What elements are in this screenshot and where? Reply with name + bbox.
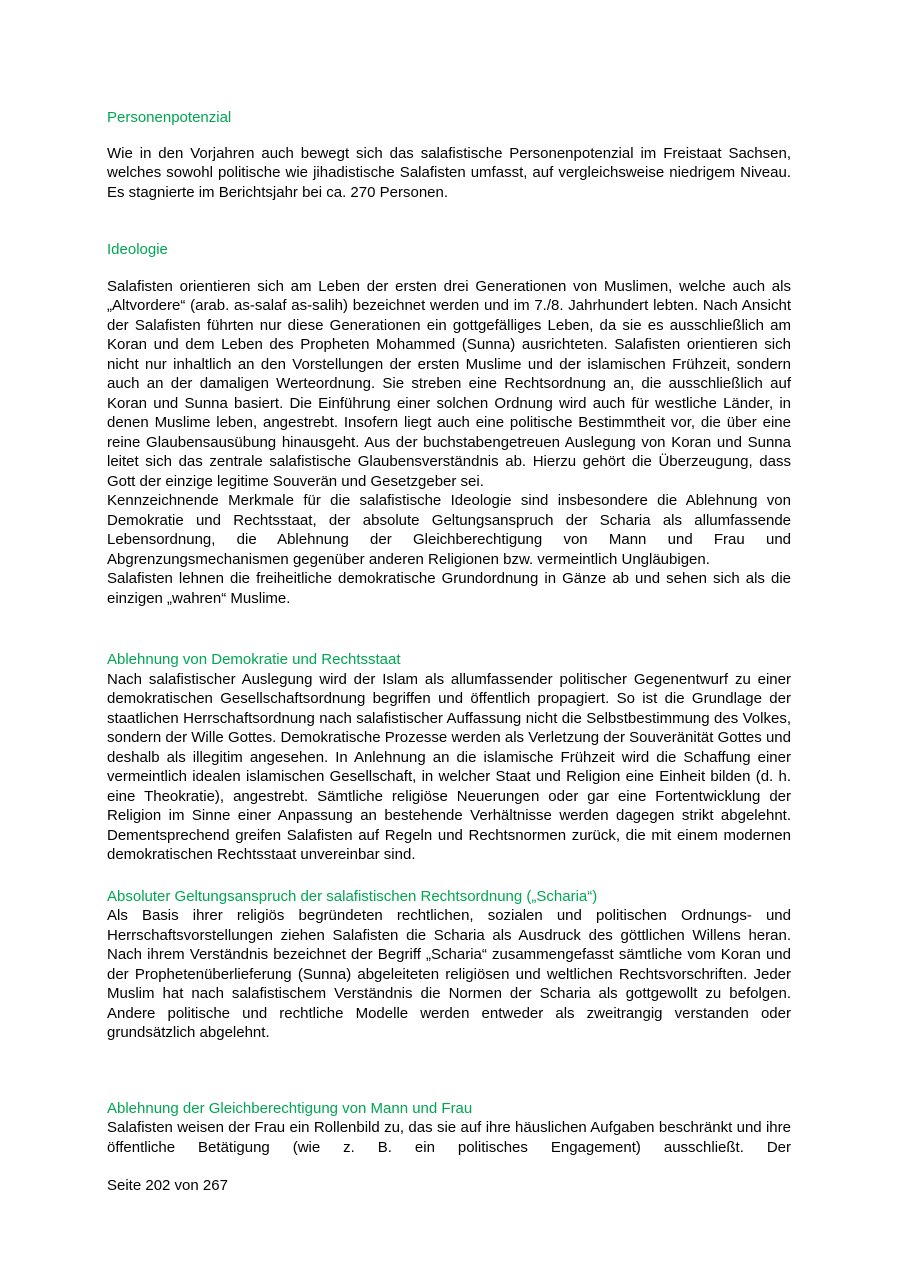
- section-heading-gleichberechtigung: Ablehnung der Gleichberechtigung von Mann und Frau: [107, 1099, 473, 1117]
- section-heading-ablehnung-demokratie: Ablehnung von Demokratie und Rechtsstaat: [107, 651, 401, 668]
- paragraph: Wie in den Vorjahren auch bewegt sich das salafistische Personenpotenzial im Freistaat Sachsen, welches sowohl politische wie jihadistische Salafisten umfasst, auf vergleichsweise niedrigem Niveau. Es stagnierte im Berichtsjahr bei ca. 270 Personen.: [107, 144, 791, 201]
- section-gleichberechtigung: [107, 1099, 791, 1158]
- paragraph: Nach salafistischer Auslegung wird der Islam als allumfassender politischer Gegenentwurf zu einer demokratischen Gesellschaftsordnung begriffen und öffentlich propagiert. So ist die Grundlage der staatlichen Herrschaftsordnung nach salafistischer Auffassung nicht die Selbstbestimmung des Volkes, sondern der Wille Gottes. Demokratische Prozesse werden als Verletzung der Souveränität Gottes und deshalb als illegitim angesehen. In Anlehnung an die islamische Frühzeit wird die Schaffung einer vermeintlich idealen islamischen Gesellschaft, in welcher Staat und Religion eine Einheit bilden (d. h. eine Theokratie), angestrebt. Sämtliche religiöse Neuerungen oder gar eine Fortentwicklung der Religion im Sinne einer Anpassung an bestehende Verhältnisse werden dagegen strikt abgelehnt. Dementsprechend greifen Salafisten auf Regeln und Rechtsnormen zurück, die mit einem modernen demokratischen Rechtsstaat unvereinbar sind.: [107, 670, 791, 863]
- section-heading-geltungsanspruch-scharia: Absoluter Geltungsanspruch der salafistischen Rechtsordnung („Scharia“): [107, 887, 598, 905]
- paragraph: Als Basis ihrer religiös begründeten rechtlichen, sozialen und politischen Ordnungs- und Herrschaftsvorstellungen ziehen Salafisten die Scharia als Ausdruck des göttlichen Willens heran. Nach ihrem Verständnis bezeichnet der Begriff „Scharia“ zusammengefasst sämtliche vom Koran und der Prophetenüberlieferung (Sunna) abgeleiteten religiösen und weltlichen Rechtsvorschriften. Jeder Muslim hat nach salafistischem Verständnis die Normen der Scharia als gottgewollt zu befolgen. Andere politische und rechtliche Modelle werden entweder als zweitrangig verstanden oder grundsätzlich abgelehnt.: [107, 907, 791, 1041]
- page-footer: Seite 202 von 267: [107, 1177, 228, 1194]
- paragraph: Salafisten lehnen die freiheitliche demokratische Grundordnung in Gänze ab und sehen sich als die einzigen „wahren“ Muslime.: [107, 570, 791, 607]
- section-personenpotenzial: [107, 108, 791, 202]
- section-geltungsanspruch-scharia: [107, 887, 791, 1043]
- paragraph: Salafisten orientieren sich am Leben der ersten drei Generationen von Muslimen, welche auch als „Altvordere“ (arab. as-salaf as-salih) bezeichnet werden und im 7./8. Jahrhundert lebten. Nach Ansicht der Salafisten führten nur diese Generationen ein gottgefälliges Leben, da sie es ausschließlich am Koran und dem Leben des Propheten Mohammed (Sunna) ausrichteten. Salafisten orientieren sich nicht nur inhaltlich an den Vorstellungen der ersten Muslime und der islamischen Frühzeit, sondern auch an der damaligen Werteordnung. Sie streben eine Rechtsordnung an, die ausschließlich auf Koran und Sunna basiert. Die Einführung einer solchen Ordnung wird auch für westliche Länder, in denen Muslime leben, angestrebt. Insofern liegt auch eine politische Bestimmtheit vor, die über eine reine Glaubensausübung hinausgeht. Aus der buchstabengetreuen Auslegung von Koran und Sunna leitet sich das zentrale salafistische Glaubensverständnis ab. Hierzu gehört die Überzeugung, dass Gott der einzige legitime Souverän und Gesetzgeber sei.: [107, 277, 791, 490]
- section-heading-personenpotenzial: Personenpotenzial: [107, 109, 232, 126]
- section-heading-ideologie: Ideologie: [107, 241, 168, 258]
- paragraph: Kennzeichnende Merkmale für die salafistische Ideologie sind insbesondere die Ablehnung von Demokratie und Rechtsstaat, der absolute Geltungsanspruch der Scharia als allumfassende Lebensordnung, die Ablehnung der Gleichberechtigung von Mann und Frau und Abgrenzungsmechanismen gegenüber anderen Religionen bzw. vermeintlich Ungläubigen.: [107, 492, 791, 568]
- paragraph: Salafisten weisen der Frau ein Rollenbild zu, das sie auf ihre häuslichen Aufgaben beschränkt und ihre öffentliche Betätigung (wie z. B. ein politisches Engagement) ausschließt. Der: [107, 1119, 791, 1156]
- section-ideologie: [107, 240, 791, 608]
- section-ablehnung-demokratie: [107, 650, 791, 865]
